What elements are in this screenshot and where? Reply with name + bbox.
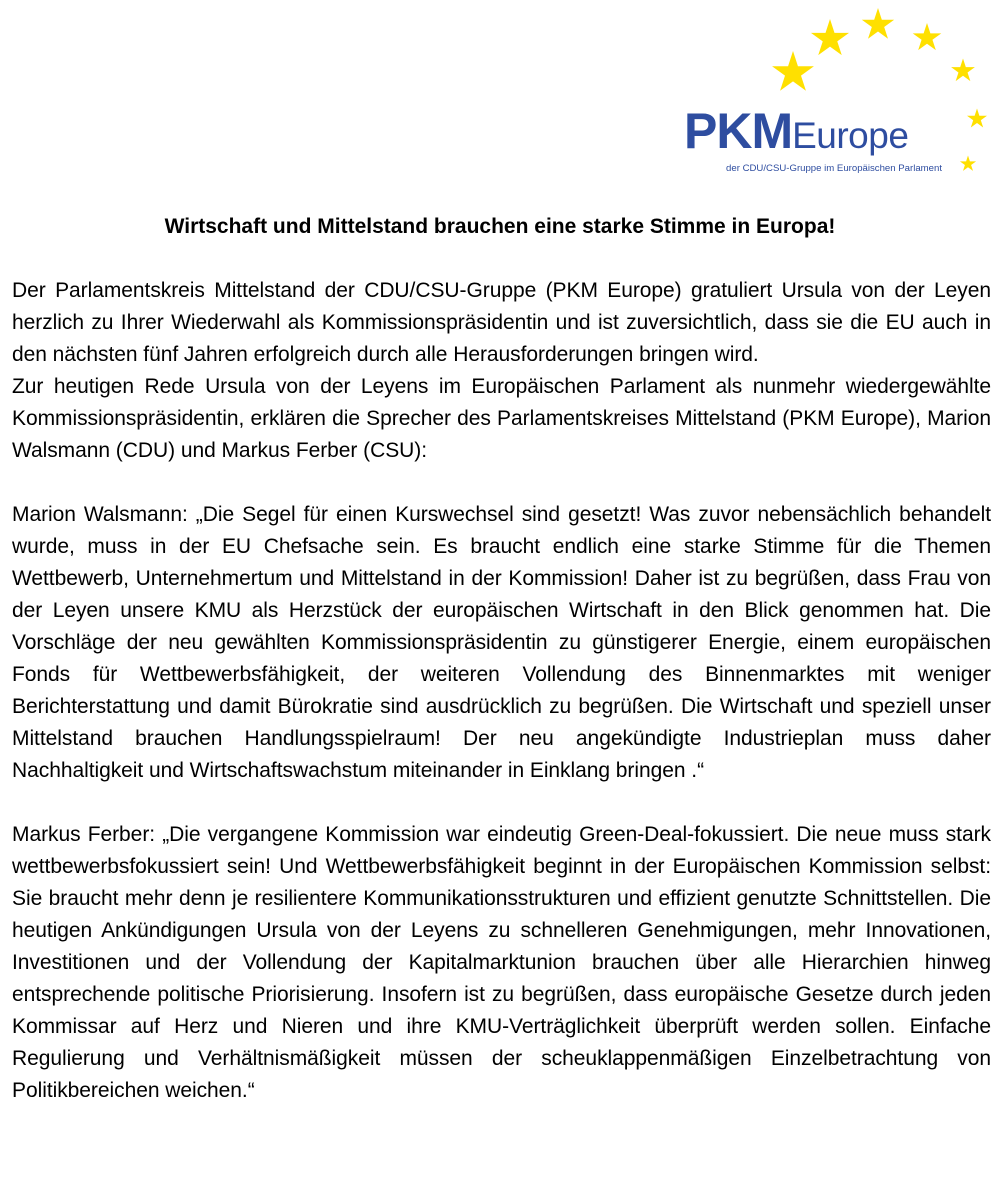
star-icon bbox=[960, 156, 976, 171]
logo-wordmark bbox=[684, 103, 909, 159]
pkm-europe-logo bbox=[680, 6, 990, 182]
logo-subtitle: der CDU/CSU-Gruppe im Europäischen Parlament bbox=[726, 163, 942, 174]
star-icon bbox=[951, 59, 975, 82]
star-icon bbox=[811, 19, 849, 55]
logo-wordmark-bold: PKM bbox=[684, 103, 793, 159]
star-icon bbox=[862, 8, 894, 39]
press-release-body bbox=[12, 275, 991, 1107]
star-icon bbox=[967, 109, 987, 128]
logo-wordmark-regular: Europe bbox=[792, 115, 909, 156]
press-release-title: Wirtschaft und Mittelstand brauchen eine starke Stimme in Europa! bbox=[164, 215, 836, 238]
walsmann-quote-paragraph: Marion Walsmann: „Die Segel für einen Kurswechsel sind gesetzt! Was zuvor nebensächlich behandelt wurde, muss in der EU Chefsache sein. Es braucht endlich eine starke Stimme für die Themen Wettbewerb, Unternehmertum und Mittelstand in der Kommission! Daher ist zu begrüßen, dass Frau von der Leyen unsere KMU als Herzstück der europäischen Wirtschaft in den Blick genommen hat. Die Vorschläge der neu gewählten Kommissionspräsidentin zu günstigerer Energie, einem europäischen Fonds für Wettbewerbsfähigkeit, der weiteren Vollendung des Binnenmarktes mit weniger Berichterstattung und damit Bürokratie sind ausdrücklich zu begrüßen. Die Wirtschaft und speziell unser Mittelstand brauchen Handlungsspielraum! Der neu angekündigte Industrieplan muss daher Nachhaltigkeit und Wirtschaftswachstum miteinander in Einklang bringen .“ bbox=[12, 503, 991, 782]
speakers-intro-paragraph: Zur heutigen Rede Ursula von der Leyens im Europäischen Parlament als nunmehr wiedergewählte Kommissionspräsidentin, erklären die Sprecher des Parlamentskreises Mittelstand (PKM Europe), Marion Walsmann (CDU) und Markus Ferber (CSU): bbox=[12, 375, 991, 462]
ferber-quote-paragraph: Markus Ferber: „Die vergangene Kommission war eindeutig Green-Deal-fokussiert. Die neue muss stark wettbewerbsfokussiert sein! Und Wettbewerbsfähigkeit beginnt in der Europäischen Kommission selbst: Sie braucht mehr denn je resilientere Kommunikationsstrukturen und effizient genutzte Schnittstellen. Die heutigen Ankündigungen Ursula von der Leyens zu schnelleren Genehmigungen, mehr Innovationen, Investitionen und der Vollendung der Kapitalmarktunion brauchen über alle Hierarchien hinweg entsprechende politische Priorisierung. Insofern ist zu begrüßen, dass europäische Gesetze durch jeden Kommissar auf Herz und Nieren und ihre KMU-Verträglichkeit überprüft werden sollen. Einfache Regulierung und Verhältnismäßigkeit müssen der scheuklappenmäßigen Einzelbetrachtung von Politikbereichen weichen.“ bbox=[12, 823, 991, 1102]
intro-paragraph: Der Parlamentskreis Mittelstand der CDU/CSU-Gruppe (PKM Europe) gratuliert Ursula von der Leyen herzlich zu Ihrer Wiederwahl als Kommissionspräsidentin und ist zuversichtlich, dass sie die EU auch in den nächsten fünf Jahren erfolgreich durch alle Herausforderungen bringen wird. bbox=[12, 279, 991, 366]
star-icon bbox=[913, 23, 942, 50]
star-icon bbox=[772, 51, 814, 91]
